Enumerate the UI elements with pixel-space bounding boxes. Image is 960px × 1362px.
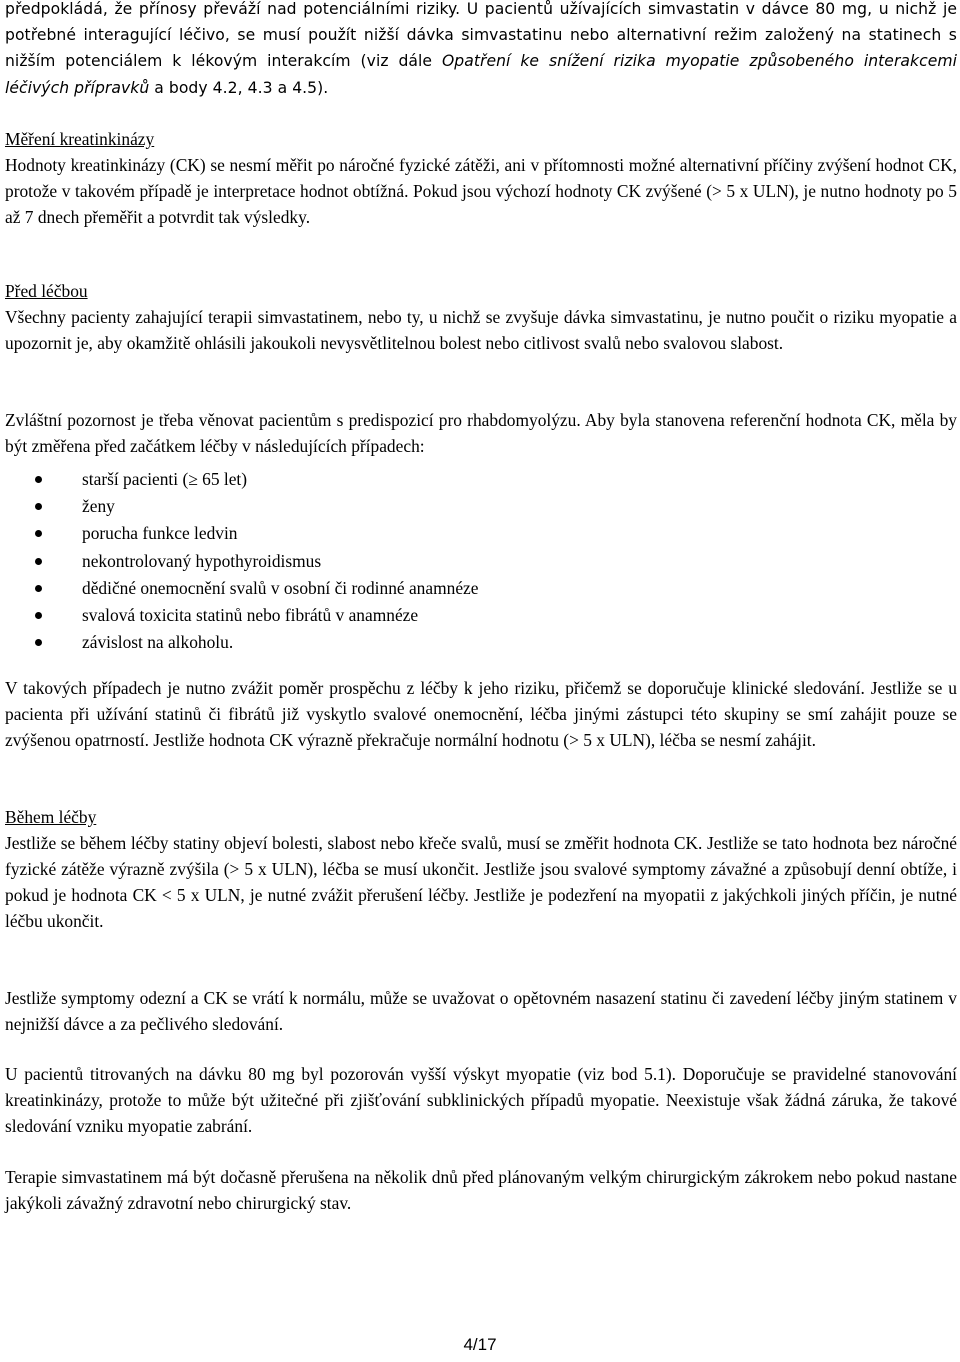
list-item: dědičné onemocnění svalů v osobní či rodinné anamnéze — [5, 575, 957, 602]
list-item: svalová toxicita statinů nebo fibrátů v anamnéze — [5, 602, 957, 629]
list-item: porucha funkce ledvin — [5, 520, 957, 547]
predisposition-section — [5, 407, 957, 656]
intro-paragraph — [5, 0, 957, 101]
before-treatment-heading: Před léčbou — [5, 281, 88, 301]
restart-statin-body: Jestliže symptomy odezní a CK se vrátí k normálu, může se uvažovat o opětovném nasazení statinu či zavedení léčby jiným statinem v nejnižší dávce a za pečlivého sledování. — [5, 988, 957, 1034]
bullet-icon — [35, 530, 42, 537]
list-item: starší pacienti (≥ 65 let) — [5, 466, 957, 493]
bullet-icon — [35, 558, 42, 565]
titration-section — [5, 1061, 957, 1139]
during-treatment-heading: Během léčby — [5, 807, 97, 827]
bullet-icon — [35, 503, 42, 510]
surgery-body: Terapie simvastatinem má být dočasně přerušena na několik dnů před plánovaným velkým chirurgickým zákrokem nebo pokud nastane jakýkoli závažný zdravotní nebo chirurgický stav. — [5, 1167, 957, 1213]
ck-measurement-body: Hodnoty kreatinkinázy (CK) se nesmí měřit po náročné fyzické zátěži, ani v přítomnosti možné alternativní příčiny zvýšení hodnot CK, protože v takovém případě je interpretace hodnot obtížná. Pokud jsou výchozí hodnoty CK zvýšené (> 5 x ULN), je nutno hodnoty po 5 až 7 dnech přeměřit a potvrdit tak výsledky. — [5, 155, 957, 227]
list-item: závislost na alkoholu. — [5, 629, 957, 656]
restart-statin-section — [5, 985, 957, 1037]
intro-italic-reference: Opatření ke snížení rizika myopatie způsobeného interakcemi léčivých přípravků — [5, 52, 957, 97]
bullet-icon — [35, 585, 42, 592]
bullet-icon — [35, 476, 42, 483]
bullet-icon — [35, 639, 42, 646]
surgery-section — [5, 1164, 957, 1216]
bullet-icon — [35, 612, 42, 619]
during-treatment-section — [5, 804, 957, 934]
list-item: nekontrolovaný hypothyroidismus — [5, 548, 957, 575]
intro-text-2: a body 4.2, 4.3 a 4.5). — [149, 78, 329, 97]
before-treatment-body: Všechny pacienty zahajující terapii simvastatinem, nebo ty, u nichž se zvyšuje dávka simvastatinu, je nutno poučit o riziku myopatie a upozornit je, aby okamžitě ohlásili jakoukoli nevysvětlitelnou bolest nebo citlivost svalů nebo svalovou slabost. — [5, 307, 957, 353]
list-item: ženy — [5, 493, 957, 520]
risk-factor-list — [5, 466, 957, 656]
ck-measurement-heading: Měření kreatinkinázy — [5, 129, 155, 149]
risk-assessment-section — [5, 675, 957, 753]
risk-assessment-body: V takových případech je nutno zvážit poměr prospěchu z léčby k jeho riziku, přičemž se doporučuje klinické sledování. Jestliže se u pacienta při užívání statinů či fibrátů již vyskytlo svalové onemocnění, léčba jinými zástupci této skupiny se smí zahájit pouze se zvýšenou opatrností. Jestliže hodnota CK výrazně překračuje normální hodnotu (> 5 x ULN), léčba se nesmí zahájit. — [5, 678, 957, 750]
ck-measurement-section — [5, 126, 957, 230]
titration-body: U pacientů titrovaných na dávku 80 mg byl pozorován vyšší výskyt myopatie (viz bod 5.1). Doporučuje se pravidelné stanovování kreatinkinázy, protože to může být užitečné při zjišťování subklinických případů myopatie. Neexistuje však žádná záruka, že takové sledování vzniku myopatie zabrání. — [5, 1064, 957, 1136]
intro-text-1: předpokládá, že přínosy převáží nad potenciálními riziky. U pacientů užívajících simvastatin v dávce 80 mg, u nichž je potřebné interagující léčivo, se musí použít nižší dávka simvastatinu nebo alternativní režim založený na statinech s nižším potenciálem k lékovým interakcím (viz dále — [5, 0, 957, 71]
page-number: 4/17 — [463, 1335, 497, 1354]
before-treatment-section — [5, 278, 957, 356]
during-treatment-body: Jestliže se během léčby statiny objeví bolesti, slabost nebo křeče svalů, musí se změřit hodnota CK. Jestliže se tato hodnota bez náročné fyzické zátěže výrazně zvýšila (> 5 x ULN), léčba se musí ukončit. Jestliže jsou svalové symptomy závažné a způsobují denní obtíže, i pokud je hodnota CK < 5 x ULN, je nutné zvážit přerušení léčby. Jestliže je podezření na myopatii z jakýchkoli jiných příčin, je nutné léčbu ukončit. — [5, 833, 957, 931]
predisposition-intro: Zvláštní pozornost je třeba věnovat pacientům s predispozicí pro rhabdomyolýzu. Aby byla stanovena referenční hodnota CK, měla by být změřena před začátkem léčby v následujících případech: — [5, 410, 957, 456]
